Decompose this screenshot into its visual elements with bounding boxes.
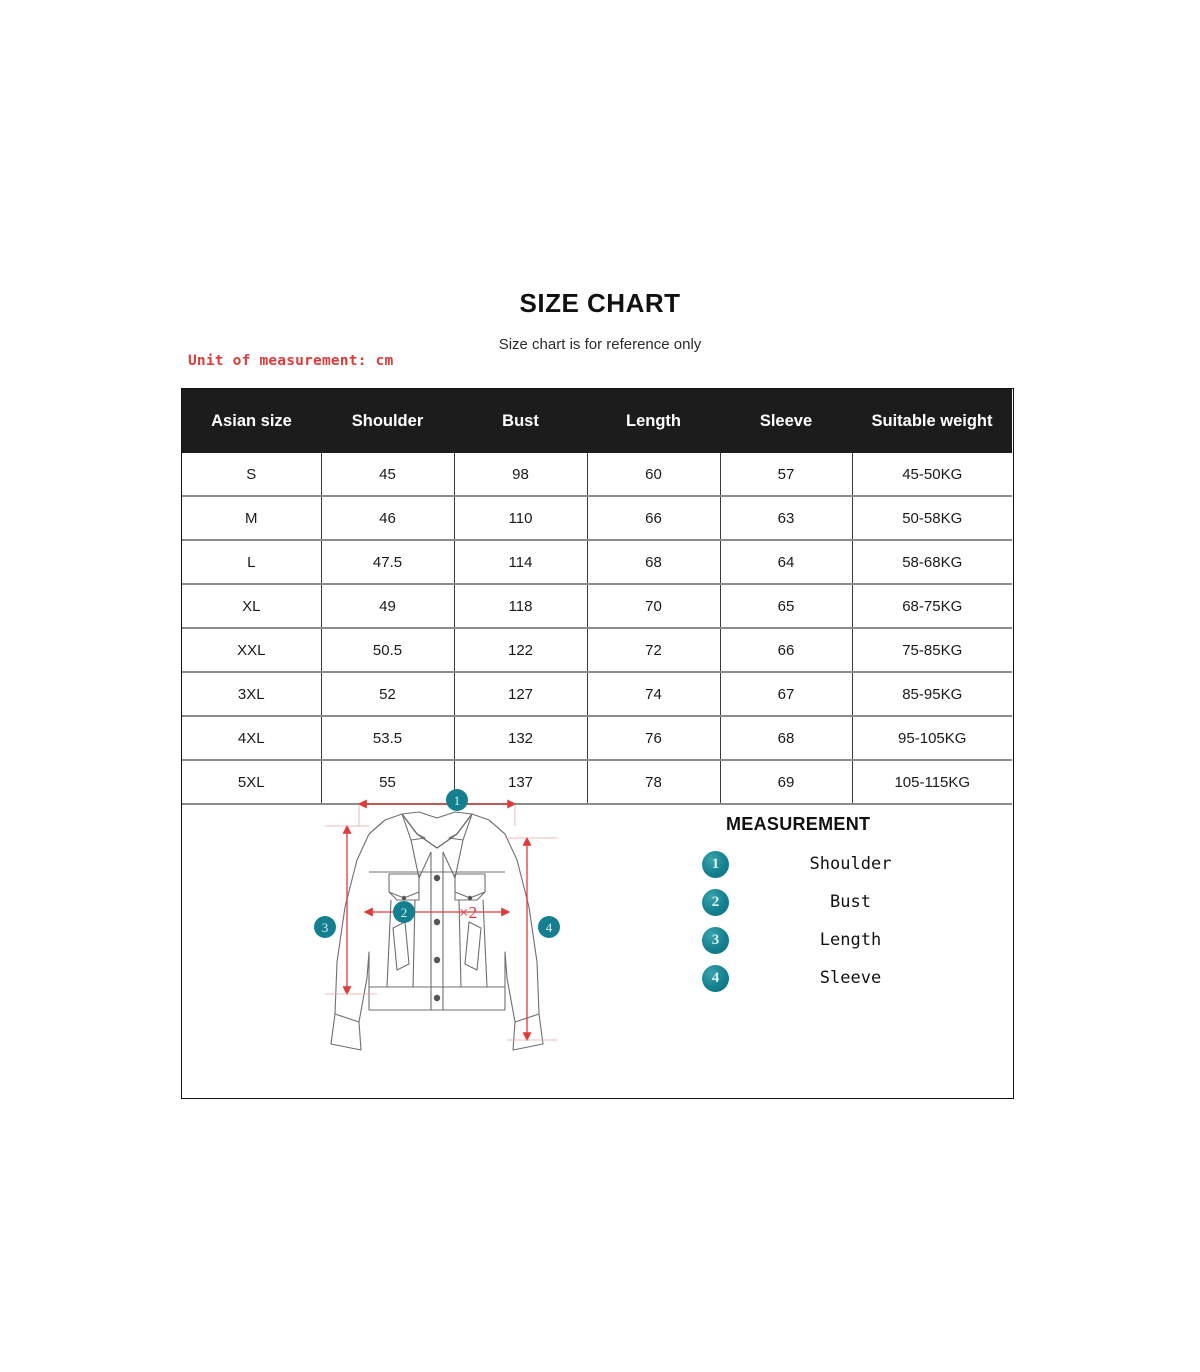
table-header-row bbox=[182, 389, 1012, 453]
cell-length: 70 bbox=[587, 584, 720, 628]
cell-size: M bbox=[182, 496, 321, 540]
legend-item-bust bbox=[702, 883, 1002, 921]
cell-length: 60 bbox=[587, 453, 720, 496]
legend-badge-4-icon: 4 bbox=[702, 965, 729, 992]
jacket-diagram bbox=[307, 782, 567, 1062]
measurement-legend bbox=[702, 814, 1002, 997]
cell-sleeve: 68 bbox=[720, 716, 852, 760]
cell-sleeve: 69 bbox=[720, 760, 852, 804]
legend-item-sleeve bbox=[702, 959, 1002, 997]
column-header-shoulder: Shoulder bbox=[321, 389, 454, 453]
cell-shoulder: 52 bbox=[321, 672, 454, 716]
legend-badge-2-icon: 2 bbox=[702, 889, 729, 916]
button-icon bbox=[434, 995, 440, 1001]
table-row bbox=[182, 453, 1012, 496]
jacket-seam-right-outer bbox=[483, 900, 487, 987]
legend-label-length: Length bbox=[819, 930, 882, 950]
jacket-outline-group bbox=[331, 812, 543, 1050]
cell-size: XL bbox=[182, 584, 321, 628]
table-row bbox=[182, 540, 1012, 584]
pocket-button-icon bbox=[468, 896, 472, 900]
column-header-suitable-weight: Suitable weight bbox=[852, 389, 1012, 453]
jacket-body-outline bbox=[335, 814, 539, 1022]
cell-bust: 110 bbox=[454, 496, 587, 540]
cell-weight: 95-105KG bbox=[852, 716, 1012, 760]
bust-multiplier-label: ×2 bbox=[459, 903, 478, 922]
cell-bust: 127 bbox=[454, 672, 587, 716]
page-title: SIZE CHART bbox=[519, 288, 681, 318]
cell-bust: 132 bbox=[454, 716, 587, 760]
column-header-length: Length bbox=[587, 389, 720, 453]
jacket-shoulder-seam-left bbox=[369, 820, 385, 834]
cell-length: 68 bbox=[587, 540, 720, 584]
page-subtitle: Size chart is for reference only bbox=[498, 336, 702, 353]
cell-shoulder: 46 bbox=[321, 496, 454, 540]
marker-4-label: 4 bbox=[545, 920, 553, 935]
table-row bbox=[182, 716, 1012, 760]
cell-bust: 137 bbox=[454, 760, 587, 804]
cell-bust: 114 bbox=[454, 540, 587, 584]
jacket-seam-left-outer bbox=[387, 900, 391, 987]
jacket-cuff-left bbox=[331, 1014, 361, 1050]
cell-sleeve: 57 bbox=[720, 453, 852, 496]
cell-length: 76 bbox=[587, 716, 720, 760]
cell-length: 72 bbox=[587, 628, 720, 672]
column-header-sleeve: Sleeve bbox=[720, 389, 852, 453]
legend-badge-3-icon: 3 bbox=[702, 927, 729, 954]
cell-sleeve: 64 bbox=[720, 540, 852, 584]
cell-weight: 58-68KG bbox=[852, 540, 1012, 584]
cell-size: 4XL bbox=[182, 716, 321, 760]
cell-sleeve: 67 bbox=[720, 672, 852, 716]
cell-size: L bbox=[182, 540, 321, 584]
cell-size: 5XL bbox=[182, 760, 321, 804]
cell-shoulder: 49 bbox=[321, 584, 454, 628]
size-table bbox=[182, 389, 1012, 805]
diagram-markers-group bbox=[314, 789, 560, 938]
legend-label-shoulder: Shoulder bbox=[809, 854, 892, 874]
cell-bust: 118 bbox=[454, 584, 587, 628]
cell-shoulder: 53.5 bbox=[321, 716, 454, 760]
cell-weight: 68-75KG bbox=[852, 584, 1012, 628]
jacket-welt-pocket-right bbox=[465, 922, 481, 970]
unit-of-measurement-note: Unit of measurement: cm bbox=[188, 353, 394, 369]
size-chart-frame bbox=[181, 388, 1014, 1099]
cell-bust: 98 bbox=[454, 453, 587, 496]
measurement-diagram-panel bbox=[182, 772, 1012, 1098]
jacket-collar bbox=[402, 812, 472, 848]
legend-label-sleeve: Sleeve bbox=[819, 968, 882, 988]
cell-shoulder: 47.5 bbox=[321, 540, 454, 584]
column-header-asian-size: Asian size bbox=[182, 389, 321, 453]
jacket-collar-right bbox=[449, 814, 472, 840]
cell-shoulder: 45 bbox=[321, 453, 454, 496]
cell-length: 66 bbox=[587, 496, 720, 540]
table-header bbox=[182, 389, 1012, 453]
pocket-button-icon bbox=[402, 896, 406, 900]
table-row bbox=[182, 628, 1012, 672]
button-icon bbox=[434, 875, 440, 881]
cell-weight: 105-115KG bbox=[852, 760, 1012, 804]
legend-badge-1-icon: 1 bbox=[702, 851, 729, 878]
legend-heading: MEASUREMENT bbox=[726, 814, 871, 834]
table-row bbox=[182, 496, 1012, 540]
jacket-welt-pocket-left bbox=[393, 922, 409, 970]
cell-sleeve: 65 bbox=[720, 584, 852, 628]
table-row bbox=[182, 584, 1012, 628]
button-icon bbox=[434, 919, 440, 925]
jacket-cuff-right bbox=[513, 1014, 543, 1050]
cell-weight: 45-50KG bbox=[852, 453, 1012, 496]
jacket-collar-left bbox=[402, 814, 425, 840]
cell-size: 3XL bbox=[182, 672, 321, 716]
cell-weight: 50-58KG bbox=[852, 496, 1012, 540]
cell-shoulder: 50.5 bbox=[321, 628, 454, 672]
measurement-guide-lines bbox=[325, 804, 557, 1040]
marker-2-label: 2 bbox=[400, 905, 408, 920]
legend-item-length bbox=[702, 921, 1002, 959]
table-body bbox=[182, 453, 1012, 804]
cell-bust: 122 bbox=[454, 628, 587, 672]
jacket-shoulder-seam-right bbox=[489, 820, 505, 834]
cell-sleeve: 63 bbox=[720, 496, 852, 540]
cell-weight: 75-85KG bbox=[852, 628, 1012, 672]
cell-length: 78 bbox=[587, 760, 720, 804]
cell-length: 74 bbox=[587, 672, 720, 716]
cell-shoulder: 55 bbox=[321, 760, 454, 804]
marker-1-label: 1 bbox=[453, 793, 461, 808]
cell-weight: 85-95KG bbox=[852, 672, 1012, 716]
cell-size: XXL bbox=[182, 628, 321, 672]
marker-3-label: 3 bbox=[321, 920, 329, 935]
table-row bbox=[182, 672, 1012, 716]
button-icon bbox=[434, 957, 440, 963]
legend-label-bust: Bust bbox=[830, 892, 871, 912]
cell-size: S bbox=[182, 453, 321, 496]
cell-sleeve: 66 bbox=[720, 628, 852, 672]
jacket-buttons-group bbox=[402, 875, 472, 1001]
legend-item-shoulder bbox=[702, 845, 1002, 883]
column-header-bust: Bust bbox=[454, 389, 587, 453]
